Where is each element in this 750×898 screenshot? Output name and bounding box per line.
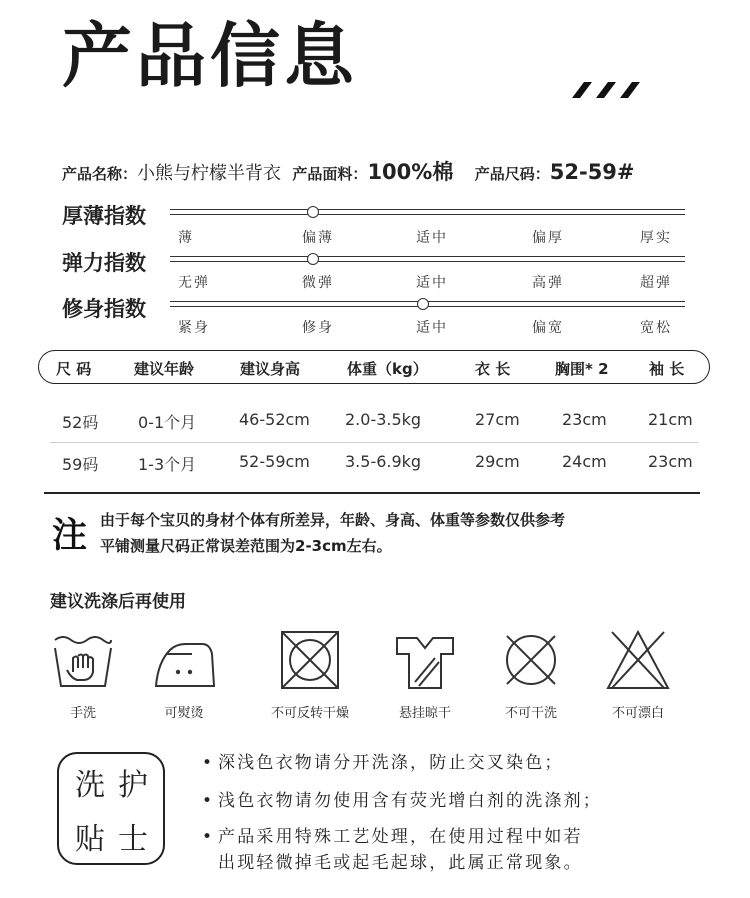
wash-item-hand-wash bbox=[33, 628, 133, 721]
index-marker-thickness bbox=[307, 206, 319, 218]
no-tumble-dry-icon bbox=[278, 628, 342, 694]
table-cell: 3.5-6.9kg bbox=[345, 452, 422, 471]
washing-title: 建议洗涤后再使用 bbox=[50, 592, 186, 612]
table-cell: 29cm bbox=[475, 452, 520, 471]
index-tick: 适中 bbox=[416, 275, 448, 291]
wash-item-no-dry-clean bbox=[481, 628, 581, 721]
table-header-sleeve: 袖 长 bbox=[649, 360, 685, 378]
wash-label: 可熨烫 bbox=[164, 706, 204, 721]
care-tip-text: 出现轻微掉毛或起毛起球，此属正常现象。 bbox=[218, 853, 583, 873]
care-tip-text: 浅色衣物请勿使用含有荧光增白剂的洗涤剂； bbox=[218, 791, 602, 811]
index-marker-elasticity bbox=[307, 253, 319, 265]
table-cell: 24cm bbox=[562, 452, 607, 471]
wash-label: 不可干洗 bbox=[504, 706, 557, 721]
wash-label: 不可漂白 bbox=[611, 706, 664, 721]
table-header-length: 衣 长 bbox=[475, 360, 511, 378]
iron-icon bbox=[152, 628, 216, 694]
fabric-value: 100%棉 bbox=[367, 160, 454, 184]
index-tick: 适中 bbox=[416, 320, 448, 336]
index-label-fit: 修身指数 bbox=[62, 297, 146, 321]
index-tick: 偏宽 bbox=[532, 320, 564, 336]
wash-label: 不可反转干燥 bbox=[270, 706, 349, 721]
index-tick: 厚实 bbox=[640, 230, 672, 246]
table-cell: 0-1个月 bbox=[138, 413, 197, 432]
index-tick: 宽松 bbox=[640, 320, 672, 336]
note-mark: 注 bbox=[52, 516, 88, 556]
wash-item-line-dry bbox=[375, 628, 475, 721]
line-dry-icon bbox=[393, 628, 457, 694]
table-header-age: 建议年龄 bbox=[134, 360, 195, 378]
product-info-line bbox=[62, 156, 635, 186]
row-divider bbox=[50, 442, 698, 443]
table-cell: 23cm bbox=[562, 410, 607, 429]
index-label-elasticity: 弹力指数 bbox=[62, 251, 146, 275]
index-tick: 微弹 bbox=[302, 275, 334, 291]
bullet: • bbox=[202, 827, 215, 847]
index-bar-thickness bbox=[170, 209, 685, 215]
index-tick: 适中 bbox=[416, 230, 448, 246]
table-header-size: 尺 码 bbox=[56, 360, 92, 378]
wash-item-no-bleach bbox=[588, 628, 688, 721]
table-bottom-rule bbox=[44, 492, 700, 494]
index-label-thickness: 厚薄指数 bbox=[62, 204, 146, 228]
index-tick: 高弹 bbox=[532, 275, 564, 291]
care-tip bbox=[202, 748, 564, 773]
product-name-label: 产品名称： bbox=[62, 165, 138, 183]
care-tip-text: 深浅色衣物请分开洗涤，防止交叉染色； bbox=[218, 753, 564, 773]
index-tick: 偏薄 bbox=[302, 230, 334, 246]
wash-item-iron bbox=[134, 628, 234, 721]
table-cell: 2.0-3.5kg bbox=[345, 410, 422, 429]
size-label: 产品尺码： bbox=[474, 165, 550, 183]
index-bar-elasticity bbox=[170, 256, 685, 262]
wash-label: 手洗 bbox=[69, 706, 96, 721]
index-tick: 偏厚 bbox=[532, 230, 564, 246]
slash-decoration-icon bbox=[570, 78, 640, 102]
index-tick: 紧身 bbox=[178, 320, 210, 336]
care-tip-text: 产品采用特殊工艺处理，在使用过程中如若 bbox=[218, 827, 583, 847]
no-dry-clean-icon bbox=[499, 628, 563, 694]
index-tick: 无弹 bbox=[178, 275, 210, 291]
index-tick: 薄 bbox=[178, 230, 194, 246]
wash-label: 悬挂晾干 bbox=[398, 706, 451, 721]
table-cell: 46-52cm bbox=[239, 410, 310, 429]
table-cell: 21cm bbox=[648, 410, 693, 429]
wash-item-no-tumble-dry bbox=[260, 628, 360, 721]
table-header-chest: 胸围* 2 bbox=[555, 360, 609, 378]
size-value: 52-59# bbox=[549, 160, 635, 184]
care-tip bbox=[202, 822, 583, 847]
table-cell: 52码 bbox=[62, 413, 99, 432]
table-cell: 59码 bbox=[62, 455, 99, 474]
index-marker-fit bbox=[417, 298, 429, 310]
table-cell: 23cm bbox=[648, 452, 693, 471]
hand-wash-icon bbox=[51, 628, 115, 694]
product-name-value: 小熊与柠檬半背衣 bbox=[137, 163, 282, 184]
care-tip bbox=[202, 786, 602, 811]
care-box-char: 护 bbox=[118, 768, 148, 803]
page-title: 产品信息 bbox=[62, 15, 358, 97]
index-tick: 修身 bbox=[302, 320, 334, 336]
care-box-char: 贴 bbox=[75, 822, 105, 857]
table-cell: 27cm bbox=[475, 410, 520, 429]
fabric-label: 产品面料： bbox=[292, 165, 368, 183]
table-cell: 1-3个月 bbox=[138, 455, 197, 474]
bullet: • bbox=[202, 753, 215, 773]
care-box-char: 士 bbox=[118, 822, 148, 857]
care-tips-box bbox=[57, 752, 165, 865]
table-cell: 52-59cm bbox=[239, 452, 310, 471]
note-line-2: 平铺测量尺码正常误差范围为2-3cm左右。 bbox=[100, 537, 392, 555]
table-header-weight: 体重（kg） bbox=[347, 360, 428, 378]
care-tip-continuation bbox=[202, 848, 583, 873]
table-header-height: 建议身高 bbox=[240, 360, 301, 378]
index-tick: 超弹 bbox=[640, 275, 672, 291]
no-bleach-icon bbox=[606, 628, 670, 694]
bullet: • bbox=[202, 791, 215, 811]
care-box-char: 洗 bbox=[75, 768, 105, 803]
note-line-1: 由于每个宝贝的身材个体有所差异，年龄、身高、体重等参数仅供参考 bbox=[100, 511, 566, 529]
